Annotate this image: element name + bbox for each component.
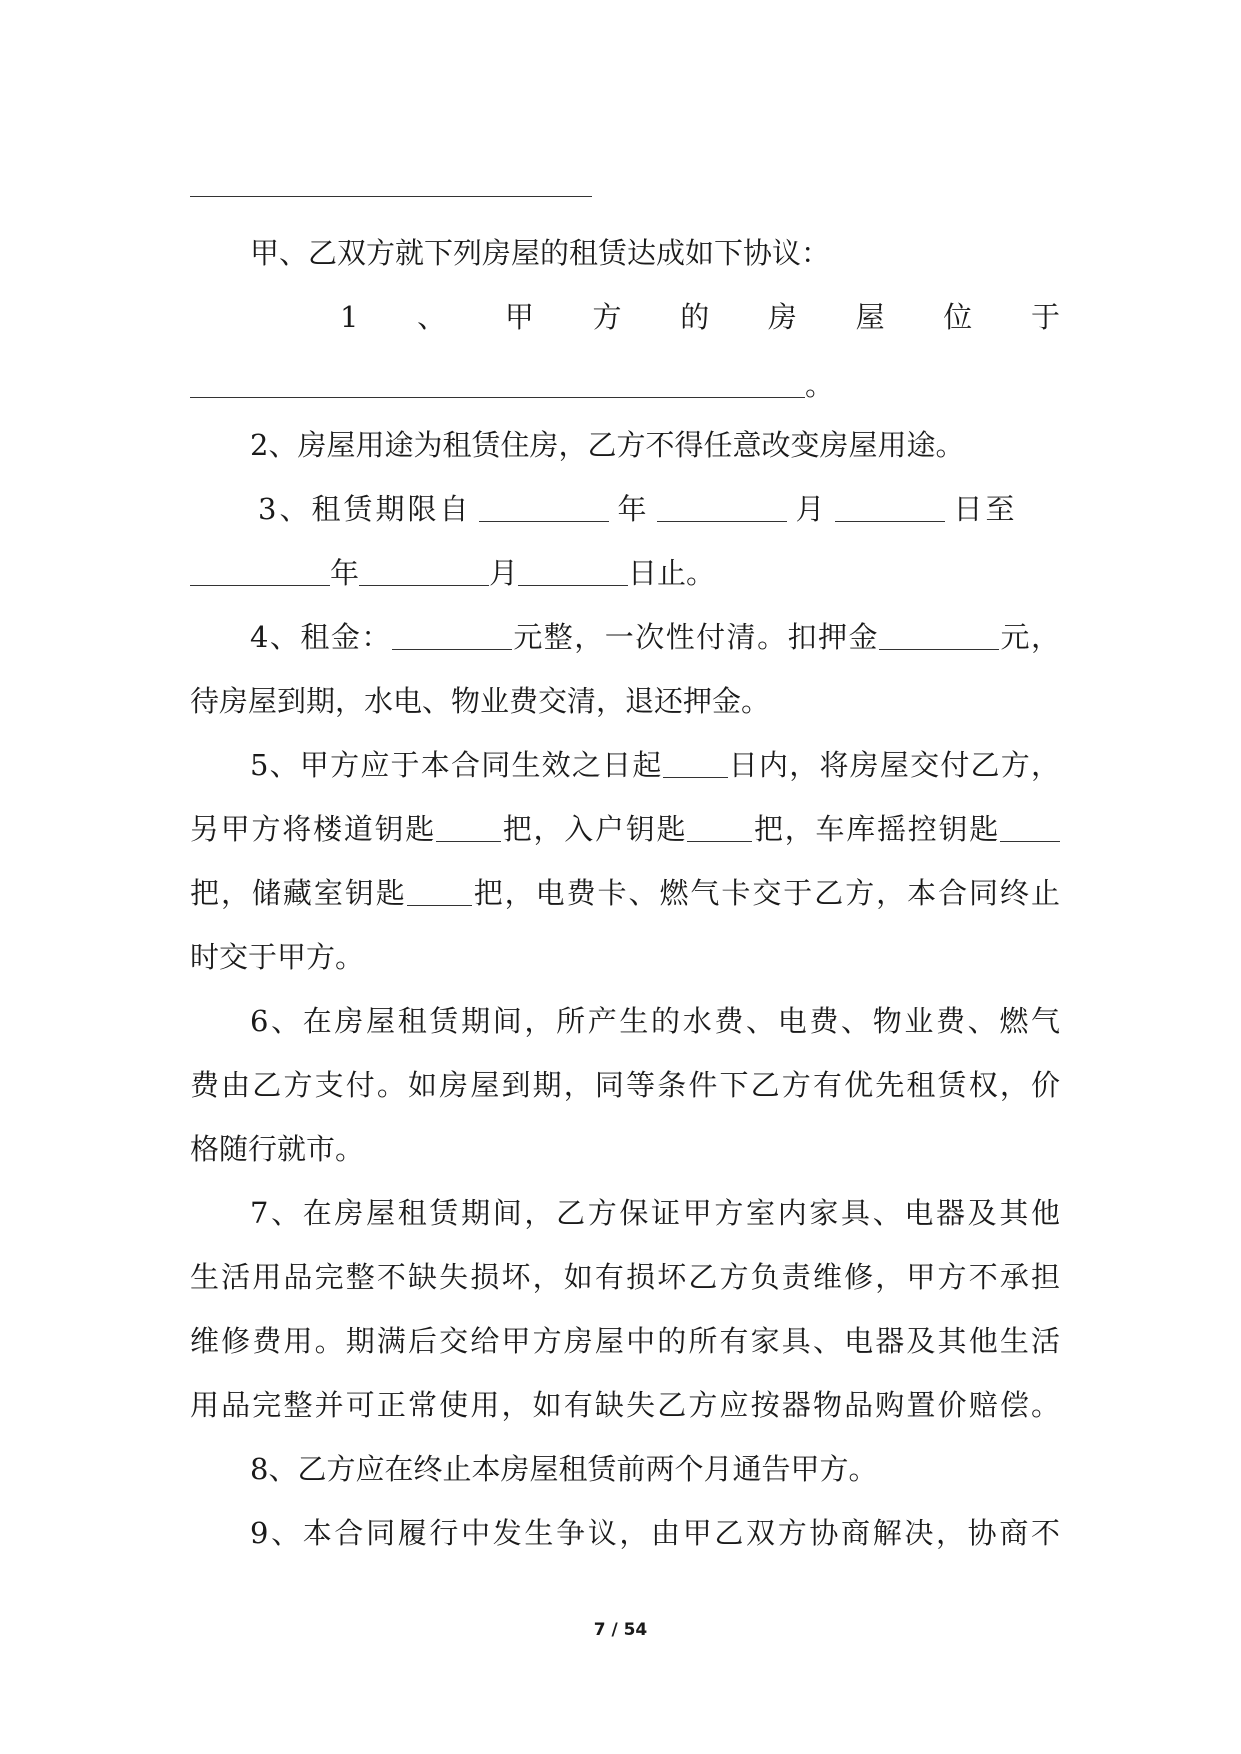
clause-7-line-3: 维修费用。期满后交给甲方房屋中的所有家具、电器及其他生活: [190, 1324, 1060, 1358]
clause-1-char: 的: [680, 300, 710, 334]
clause-1-char: 房: [767, 300, 797, 334]
year-label: 年: [330, 556, 360, 591]
rent-blank: [392, 620, 512, 650]
clause-1-separator: 、: [417, 300, 447, 334]
clause-1-char: 屋: [855, 300, 885, 334]
clause-5-line-1: [250, 748, 1060, 783]
deposit-unit: 元，: [999, 620, 1060, 655]
clause-3-lead: 3、租赁期限自: [258, 492, 472, 527]
storage-key-blank: [407, 876, 472, 906]
clause-4-line-1: [250, 620, 1060, 655]
clause-6-line-3: 格随行就市。: [190, 1132, 365, 1166]
start-day-blank: [835, 492, 945, 522]
rent-label: 4、租金：: [250, 620, 392, 655]
clause-6-line-2: 费由乙方支付。如房屋到期，同等条件下乙方有优先租赁权，价: [190, 1068, 1060, 1102]
day-end-label: 日止。: [628, 556, 716, 591]
clause-6-line-1: 6、在房屋租赁期间，所产生的水费、电费、物业费、燃气: [250, 1004, 1060, 1038]
clause-1-number: 1: [340, 300, 359, 334]
deposit-blank: [879, 620, 999, 650]
clause-5-line-4: 时交于甲方。: [190, 940, 365, 974]
clause-9-line-1: 9、本合同履行中发生争议，由甲乙双方协商解决，协商不: [250, 1516, 1060, 1550]
end-day-blank: [518, 556, 628, 586]
clause-5-text: 另甲方将楼道钥匙: [190, 812, 436, 847]
clause-5-text: 把，车库摇控钥匙: [752, 812, 1000, 847]
page-number: 7 / 54: [593, 1620, 648, 1640]
clause-4-line-2: 待房屋到期，水电、物业费交清，退还押金。: [190, 684, 771, 718]
clause-8: 8、乙方应在终止本房屋租赁前两个月通告甲方。: [250, 1452, 878, 1486]
day-to-label: 日至: [953, 492, 1018, 527]
clause-5-line-3: [190, 876, 1060, 911]
month-label: 月: [795, 492, 828, 527]
end-month-blank: [359, 556, 489, 586]
clause-3-line-1: [258, 492, 1060, 527]
clause-3-line-2: [190, 556, 1060, 591]
address-blank: [190, 368, 805, 398]
clause-1-line-2: [190, 368, 1060, 403]
top-blank-line: [190, 196, 592, 197]
clause-5-text: 把，储藏室钥匙: [190, 876, 407, 911]
clause-5-text: 把，电费卡、燃气卡交于乙方，本合同终止: [471, 876, 1060, 911]
clause-5-line-2: [190, 812, 1060, 847]
clause-7-line-4: 用品完整并可正常使用，如有缺失乙方应按器物品购置价赔偿。: [190, 1388, 1060, 1422]
clause-1-end: 。: [805, 368, 835, 403]
door-key-blank: [687, 812, 752, 842]
month-label: 月: [489, 556, 519, 591]
clause-1-char: 方: [592, 300, 622, 334]
clause-2: 2、房屋用途为租赁住房，乙方不得任意改变房屋用途。: [250, 428, 965, 462]
clause-7-line-1: 7、在房屋租赁期间，乙方保证甲方室内家具、电器及其他: [250, 1196, 1060, 1230]
garage-remote-blank: [1000, 812, 1060, 842]
delivery-days-blank: [663, 748, 728, 778]
stair-key-blank: [436, 812, 501, 842]
start-year-blank: [479, 492, 609, 522]
year-label: 年: [617, 492, 650, 527]
clause-1-char: 于: [1030, 300, 1060, 334]
clause-5-text: 5、甲方应于本合同生效之日起: [250, 748, 663, 783]
end-year-blank: [190, 556, 330, 586]
clause-1-line-1: [340, 300, 1060, 335]
rent-text: 元整，一次性付清。扣押金: [511, 620, 880, 655]
clause-5-text: 把，入户钥匙: [501, 812, 688, 847]
start-month-blank: [657, 492, 787, 522]
clause-1-char: 位: [943, 300, 973, 334]
clause-7-line-2: 生活用品完整不缺失损坏，如有损坏乙方负责维修，甲方不承担: [190, 1260, 1060, 1294]
clause-5-text: 日内，将房屋交付乙方，: [727, 748, 1060, 783]
clause-1-char: 甲: [504, 300, 534, 334]
intro-line: 甲、乙双方就下列房屋的租赁达成如下协议：: [250, 236, 831, 270]
